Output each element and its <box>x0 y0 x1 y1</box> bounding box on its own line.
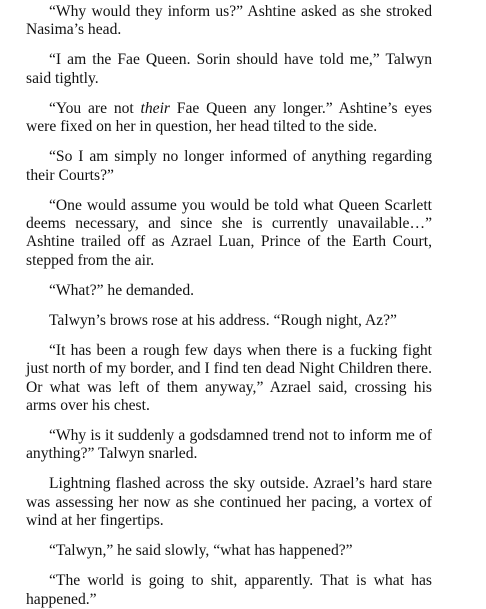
paragraph-3 <box>26 100 432 137</box>
paragraph-9: “Why is it suddenly a godsdamned trend not to inform me of anything?” Talwyn snarled. <box>26 427 432 463</box>
paragraph-3-before: “You are not <box>49 99 141 117</box>
paragraph-3-after: Fae Queen any longer.” Ashtine’s eyes were fixed on her in question, her head tilted to the side. <box>26 99 433 136</box>
paragraph-6: “What?” he demanded. <box>49 281 195 299</box>
paragraph-2: “I am the Fae Queen. Sorin should have told me,” Talwyn said tightly. <box>26 51 432 87</box>
paragraph-5: “One would assume you would be told what Queen Scarlett deems necessary, and since she is currently unavailable…” Ashtine trailed off as Azrael Luan, Prince of the Earth Court, stepped from the air. <box>26 196 432 269</box>
paragraph-12: “The world is going to shit, apparently. That is what has happened.” <box>26 572 432 608</box>
paragraph-11: “Talwyn,” he said slowly, “what has happened?” <box>49 542 353 560</box>
paragraph-10: Lightning flashed across the sky outside. Azrael’s hard stare was assessing her now as she continued her pacing, a vortex of wind at her fingertips. <box>26 475 432 530</box>
paragraph-4: “So I am simply no longer informed of anything regarding their Courts?” <box>26 148 432 184</box>
paragraph-8: “It has been a rough few days when there is a fucking fight just north of my border, and I find ten dead Night Children there. Or what was left of them anyway,” Azrael said, crossing his arms over his chest. <box>26 341 432 415</box>
paragraph-1: “Why would they inform us?” Ashtine asked as she stroked Nasima’s head. <box>26 3 432 39</box>
paragraph-7: Talwyn’s brows rose at his address. “Rough night, Az?” <box>49 311 397 329</box>
paragraph-3-italic: their <box>140 99 170 117</box>
book-page <box>26 3 432 609</box>
